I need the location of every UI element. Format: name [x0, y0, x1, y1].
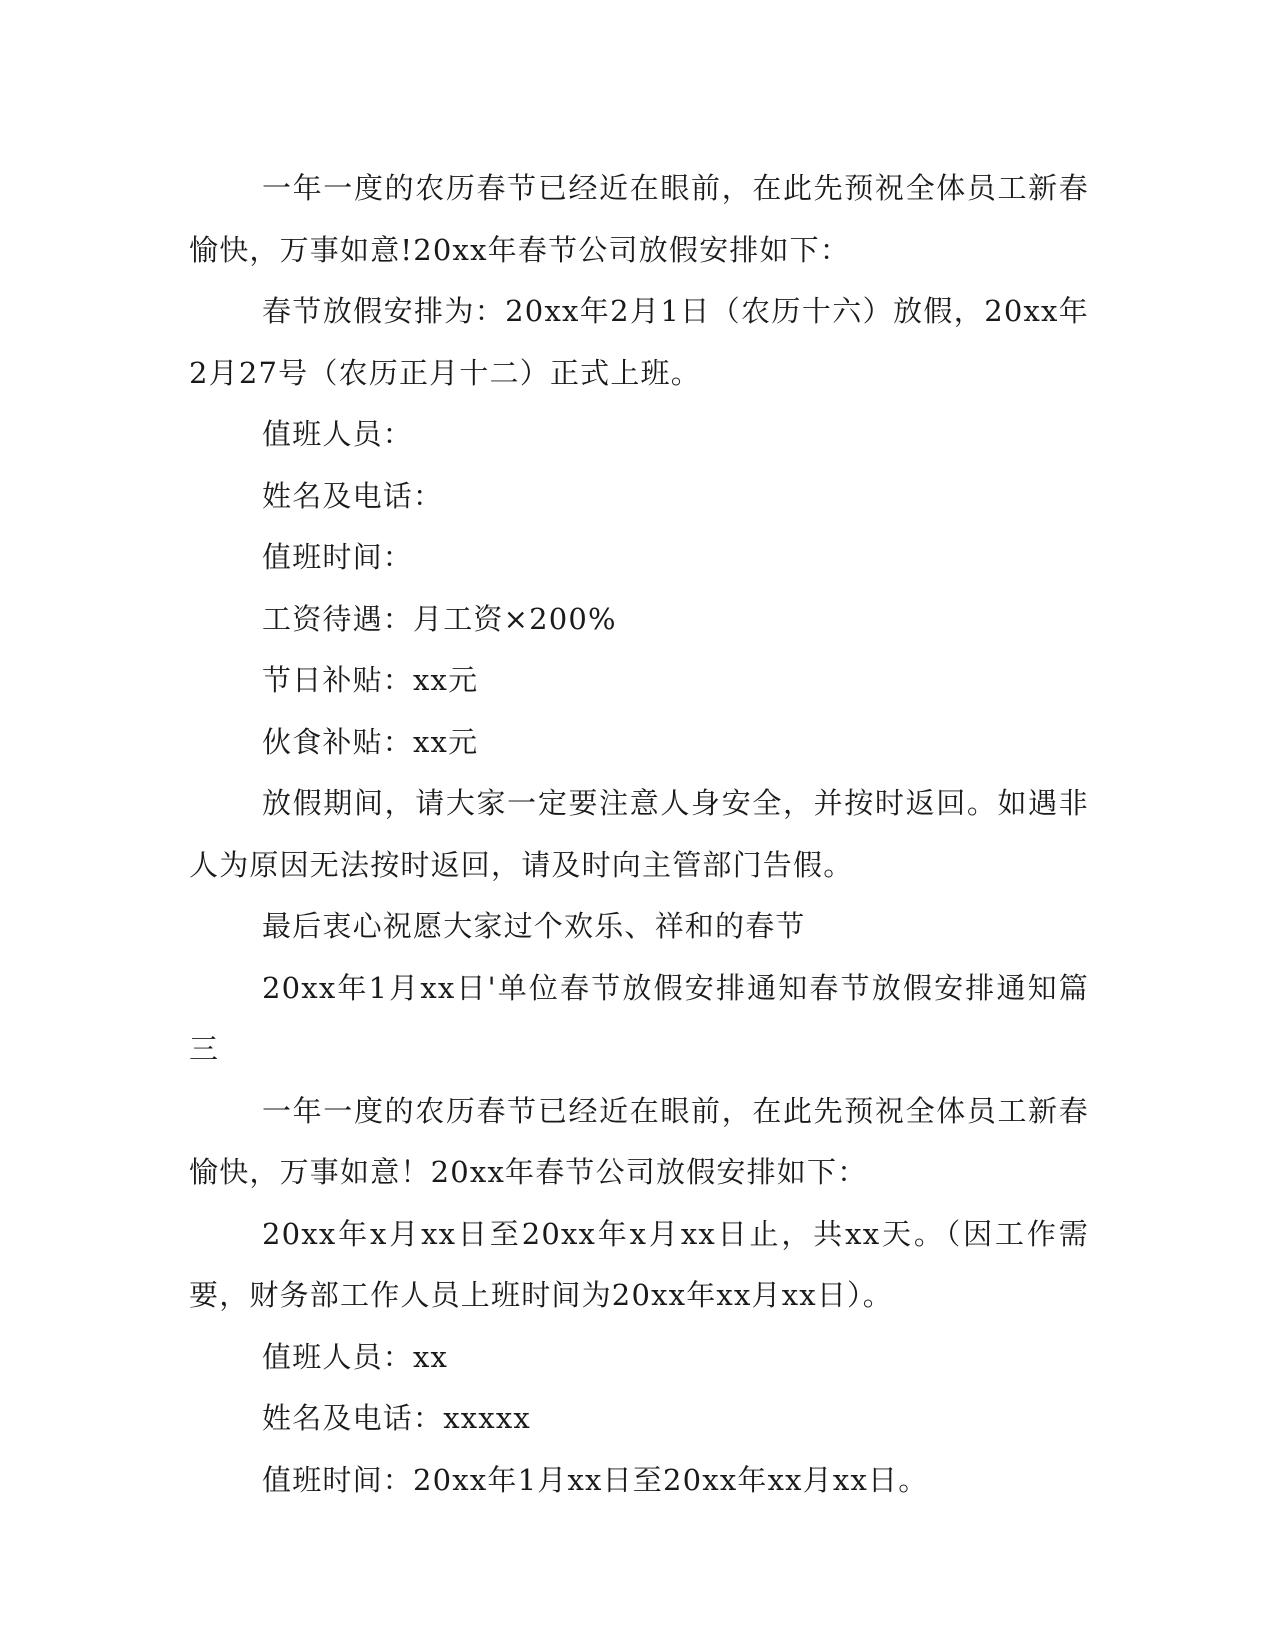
paragraph-safety-notice: 放假期间，请大家一定要注意人身安全，并按时返回。如遇非人为原因无法按时返回，请及时向主管部门告假。	[189, 786, 1089, 882]
paragraph-greeting: 一年一度的农历春节已经近在眼前，在此先预祝全体员工新春愉快，万事如意!20xx年春节公司放假安排如下：	[189, 171, 1089, 267]
paragraph-duty-staff-2: 值班人员：xx	[262, 1339, 449, 1374]
paragraph-name-phone-2: 姓名及电话：xxxxx	[262, 1401, 531, 1435]
paragraph-closing-wish: 最后衷心祝愿大家过个欢乐、祥和的春节	[262, 909, 806, 943]
document-body	[189, 158, 1089, 1511]
paragraph-greeting-2: 一年一度的农历春节已经近在眼前，在此先预祝全体员工新春愉快，万事如意！20xx年春节公司放假安排如下：	[189, 1093, 1089, 1189]
paragraph-salary: 工资待遇：月工资×200%	[262, 601, 617, 636]
paragraph-duty-time: 值班时间：	[262, 540, 414, 574]
paragraph-holiday-schedule: 春节放假安排为：20xx年2月1日（农历十六）放假，20xx年2月27号（农历正月十二）正式上班。	[189, 294, 1089, 390]
paragraph-duty-staff: 值班人员：	[262, 417, 414, 451]
paragraph-holiday-allowance: 节日补贴：xx元	[262, 663, 479, 697]
paragraph-name-phone: 姓名及电话：	[262, 478, 444, 513]
paragraph-duty-time-2: 值班时间：20xx年1月xx日至20xx年xx月xx日。	[262, 1462, 929, 1497]
paragraph-holiday-period: 20xx年x月xx日至20xx年x月xx日止，共xx天。（因工作需要，财务部工作人员上班时间为20xx年xx月xx日）。	[189, 1216, 1089, 1312]
paragraph-date-title: 20xx年1月xx日'单位春节放假安排通知春节放假安排通知篇三	[189, 970, 1089, 1066]
paragraph-meal-allowance: 伙食补贴：xx元	[262, 724, 479, 759]
